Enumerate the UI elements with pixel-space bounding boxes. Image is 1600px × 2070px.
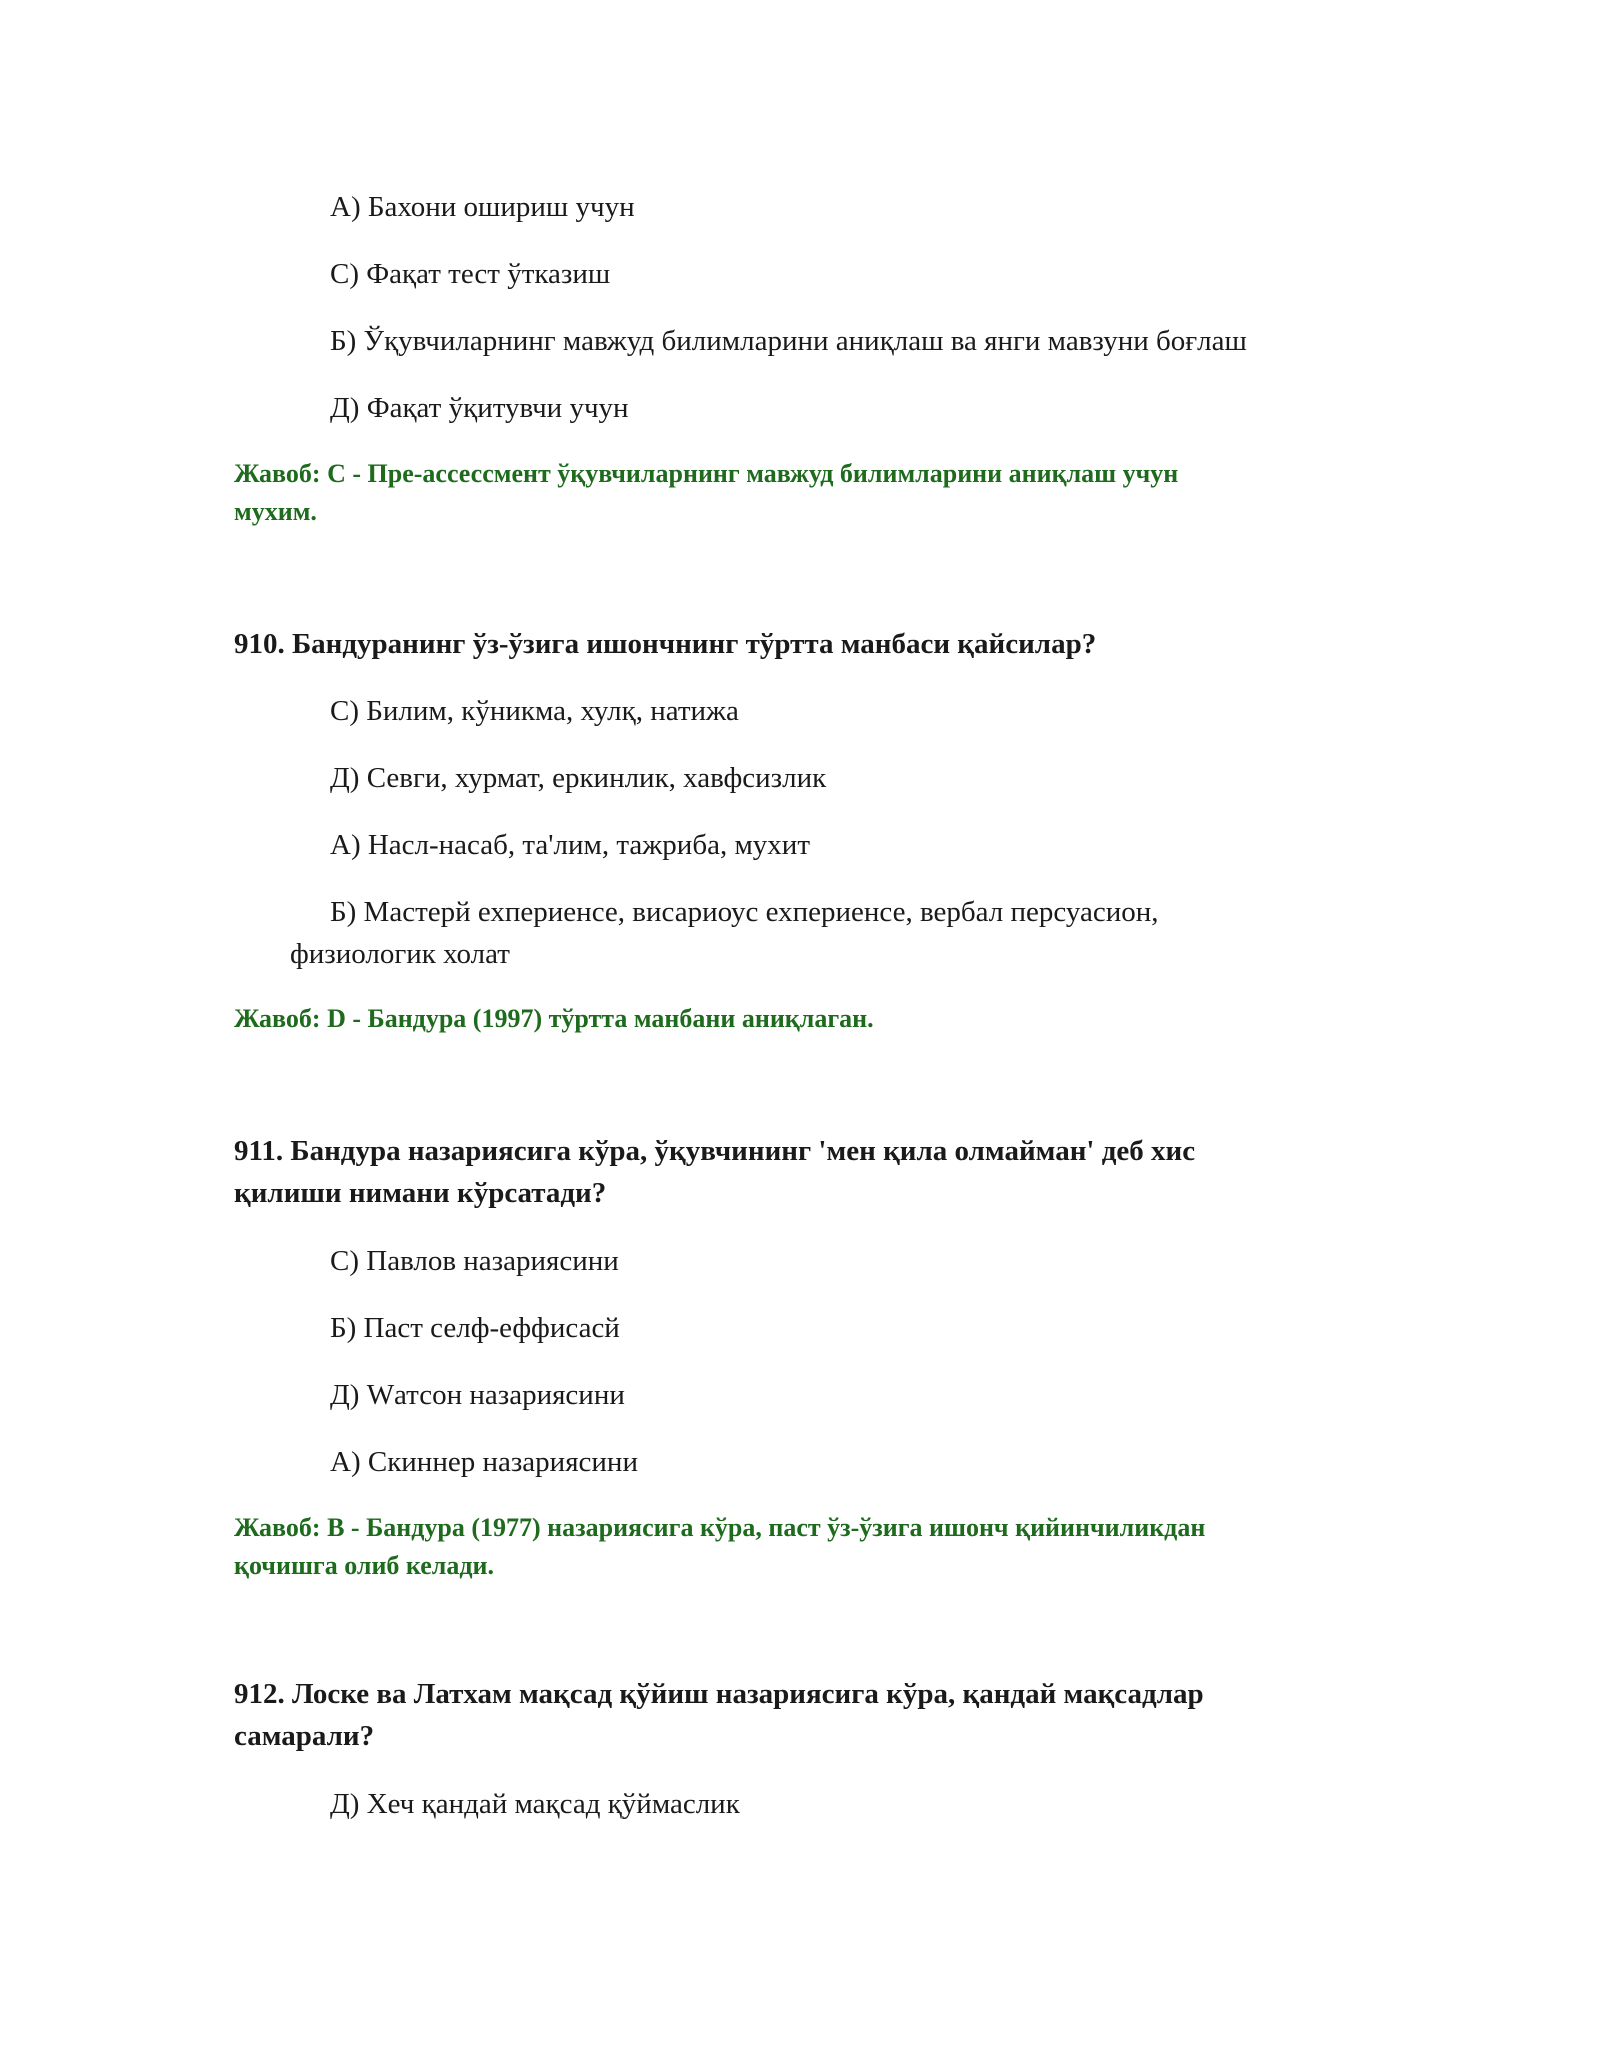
- answer-line: мухим.: [234, 497, 317, 526]
- answer-line: Жавоб: C - Пре-ассессмент ўқувчиларнинг мавжуд билимларини аниқлаш учун: [234, 459, 1179, 488]
- option-c: С) Билим, кўникма, хулқ, натижа: [330, 695, 739, 727]
- option-c: С) Фақат тест ўтказиш: [330, 258, 611, 290]
- answer-line: Жавоб: D - Бандура (1997) тўртта манбани аниқлаган.: [234, 1004, 874, 1033]
- option-d: Д) Севги, хурмат, еркинлик, хавфсизлик: [330, 762, 827, 794]
- option-b: Б) Мастерй ехпериенсе, висариоус ехпериенсе, вербал персуасион,: [330, 896, 1159, 928]
- option-a: А) Скиннер назариясини: [330, 1446, 638, 1478]
- option-a: А) Бахони ошириш учун: [330, 191, 635, 223]
- question-912: 912. Лоске ва Латхам мақсад қўйиш назариясига кўра, қандай мақсадлар: [234, 1678, 1204, 1710]
- answer-line: Жавоб: B - Бандура (1977) назариясига кўра, паст ўз-ўзига ишонч қийинчиликдан: [234, 1513, 1206, 1542]
- option-d: Д) Хеч қандай мақсад қўймаслик: [330, 1788, 740, 1820]
- question-911-line-2: қилиши нимани кўрсатади?: [234, 1177, 607, 1209]
- question-912-line-2: самарали?: [234, 1720, 375, 1752]
- option-c: С) Павлов назариясини: [330, 1245, 619, 1277]
- question-910: 910. Бандуранинг ўз-ўзига ишончнинг тўртта манбаси қайсилар?: [234, 628, 1097, 660]
- option-b: Б) Паст селф-еффисасй: [330, 1312, 620, 1344]
- option-d: Д) Фақат ўқитувчи учун: [330, 392, 629, 424]
- option-b-continuation: физиологик холат: [290, 938, 510, 970]
- option-b: Б) Ўқувчиларнинг мавжуд билимларини аниқлаш ва янги мавзуни боғлаш: [330, 325, 1247, 357]
- question-911: 911. Бандура назариясига кўра, ўқувчининг 'мен қила олмайман' деб хис: [234, 1135, 1196, 1167]
- answer-line: қочишга олиб келади.: [234, 1551, 495, 1580]
- option-a: А) Насл-насаб, та'лим, тажриба, мухит: [330, 829, 811, 861]
- option-d: Д) Wатсон назариясини: [330, 1379, 625, 1411]
